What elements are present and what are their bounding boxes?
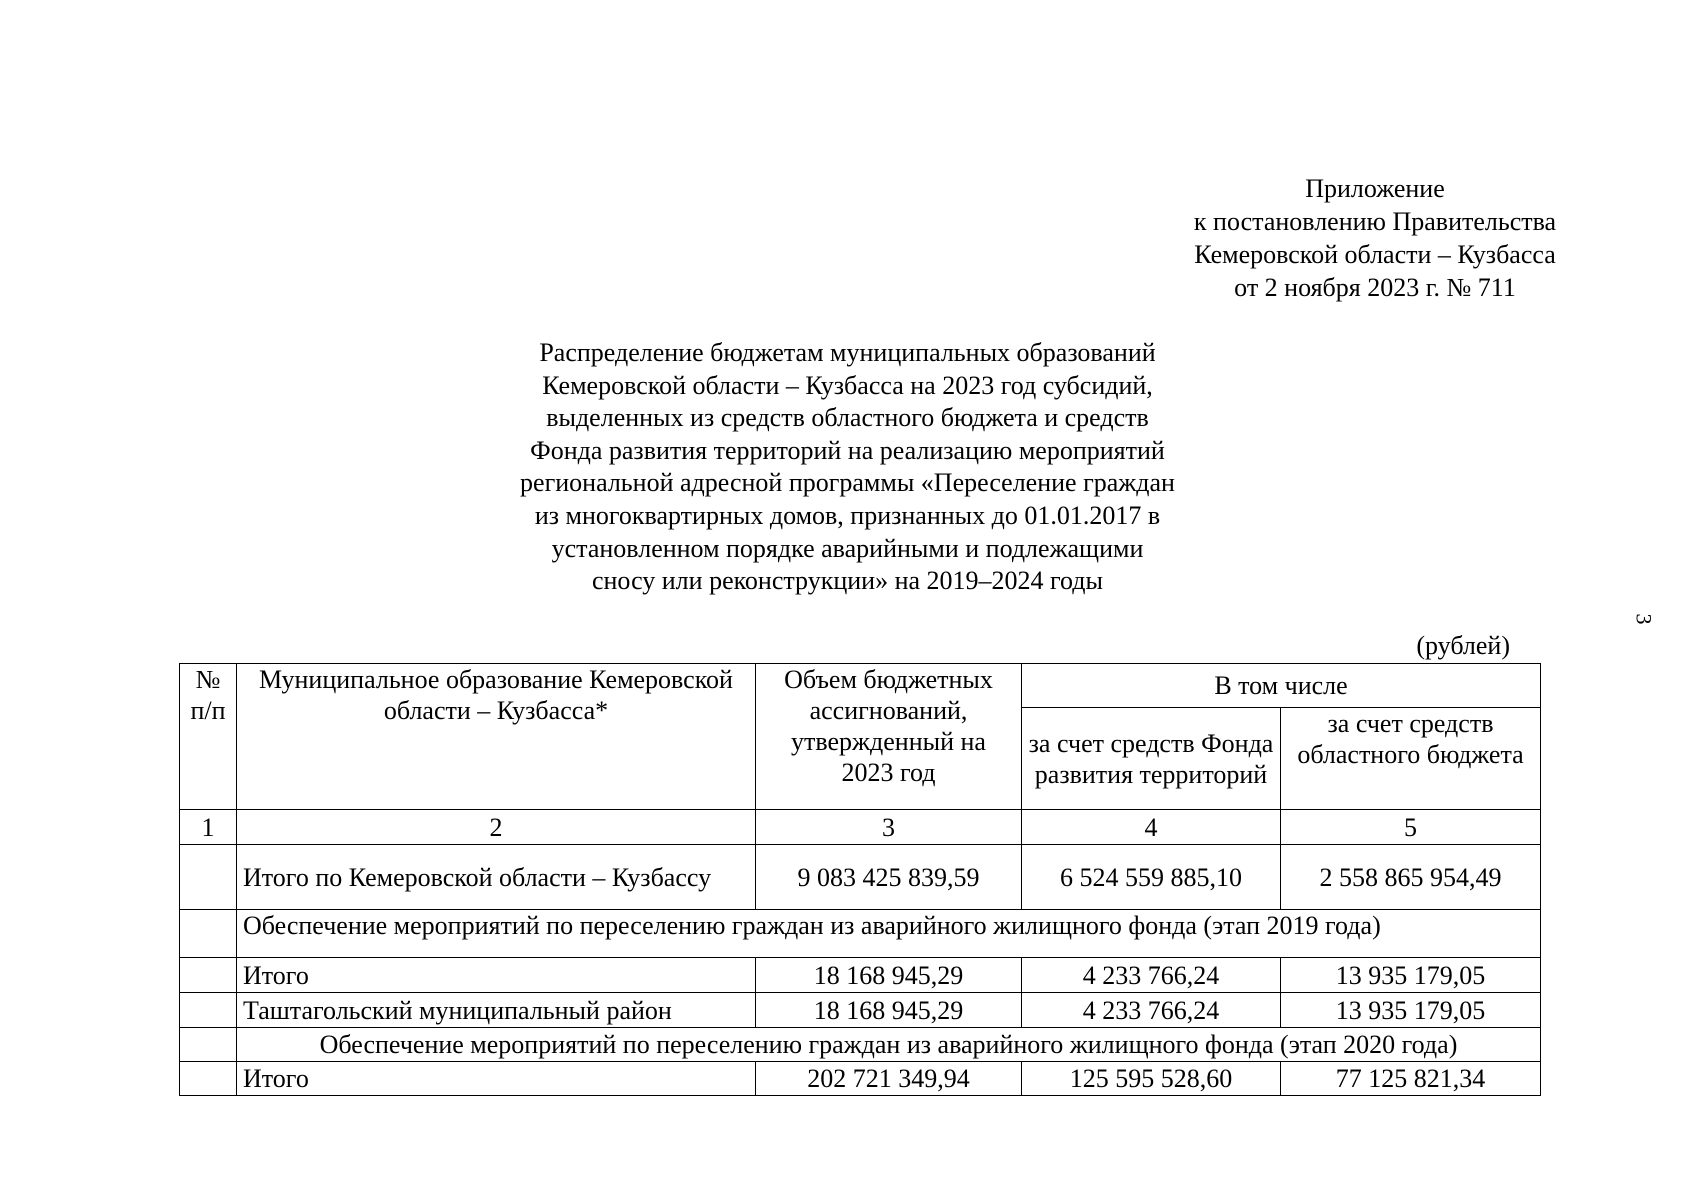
cell-volume: 18 168 945,29 [756,958,1022,993]
column-number: 5 [1281,810,1541,845]
table-row [180,993,1541,1028]
title-line: сносу или реконструкции» на 2019–2024 годы [591,566,1104,596]
appendix-line: от 2 ноября 2023 г. № 711 [1234,273,1516,302]
table-row-total [180,845,1541,910]
appendix-line: Приложение [1305,174,1445,203]
cell-name: Итого по Кемеровской области – Кузбассу [237,845,756,910]
cell-empty [180,1062,237,1096]
title-line: выделенных из средств областного бюджета и средств [546,403,1149,433]
cell-empty [180,910,237,958]
cell-name: Итого [237,1062,756,1096]
title-line: Распределение бюджетам муниципальных образований [539,338,1156,367]
units-label: (рублей) [1416,631,1510,660]
section-row [180,910,1541,958]
page-number: 3 [1631,613,1657,625]
title-line: Фонда развития территорий на реализацию мероприятий [530,435,1165,465]
cell-name: Итого [237,958,756,993]
column-number: 4 [1022,810,1281,845]
cell-empty [180,958,237,993]
section-title: Обеспечение мероприятий по переселению граждан из аварийного жилищного фонда (этап 2020 года) [237,1028,1541,1062]
cell-fund: 6 524 559 885,10 [1022,845,1281,910]
column-number: 1 [180,810,237,845]
cell-regional: 13 935 179,05 [1281,993,1541,1028]
cell-regional: 77 125 821,34 [1281,1062,1541,1096]
cell-volume: 202 721 349,94 [756,1062,1022,1096]
cell-fund: 4 233 766,24 [1022,993,1281,1028]
table-row [180,1062,1541,1096]
section-title: Обеспечение мероприятий по переселению граждан из аварийного жилищного фонда (этап 2019 года) [237,910,1541,958]
cell-name: Таштагольский муниципальный район [237,993,756,1028]
column-numbers-row [180,810,1541,845]
cell-fund: 125 595 528,60 [1022,1062,1281,1096]
title-line: установленном порядке аварийными и подлежащими [551,533,1144,563]
cell-regional: 2 558 865 954,49 [1281,845,1541,910]
header-regional: за счет средств областного бюджета [1281,708,1541,810]
appendix-line: Кемеровской области – Кузбасса [1194,240,1556,269]
column-number: 2 [237,810,756,845]
header-num: № п/п [180,664,237,810]
header-row [180,664,1541,708]
title-line: региональной адресной программы «Переселение граждан [520,468,1175,498]
header-fund: за счет средств Фонда развития территорий [1022,708,1281,810]
appendix-line: к постановлению Правительства [1193,207,1557,236]
cell-volume: 9 083 425 839,59 [756,845,1022,910]
title-line: Кемеровской области – Кузбасса на 2023 год субсидий, [542,370,1153,400]
cell-fund: 4 233 766,24 [1022,958,1281,993]
appendix-block [1150,172,1600,304]
budget-table [179,663,1541,1096]
document-title [440,337,1255,598]
cell-volume: 18 168 945,29 [756,993,1022,1028]
cell-empty [180,845,237,910]
title-line: из многоквартирных домов, признанных до 01.01.2017 в [534,500,1161,530]
table-row [180,958,1541,993]
header-including: В том числе [1022,664,1541,708]
cell-empty [180,993,237,1028]
cell-empty [180,1028,237,1062]
section-row [180,1028,1541,1062]
column-number: 3 [756,810,1022,845]
cell-regional: 13 935 179,05 [1281,958,1541,993]
header-municipality: Муниципальное образование Кемеровской области – Кузбасса* [237,664,756,810]
header-volume: Объем бюджетных ассигнований, утвержденный на 2023 год [756,664,1022,810]
